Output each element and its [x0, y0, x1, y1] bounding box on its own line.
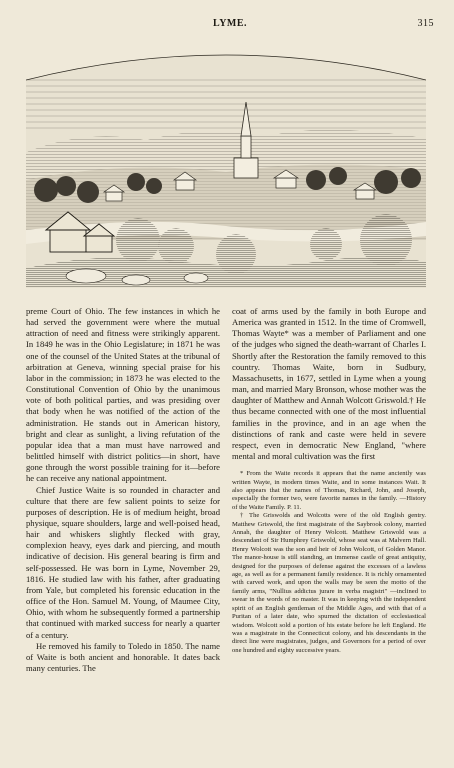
engraving-view-of-lyme [26, 40, 426, 288]
page-number: 315 [417, 18, 434, 29]
left-text-column [26, 306, 220, 674]
paragraph: preme Court of Ohio. The few instances in which he had served the government were where the mutual attraction of need and fitness were strikingly apparent. In 1849 he was in the Ohio Legislature; in 1871 he was one of the counsel of the United States at the tribunal of arbitration at Geneva, winning special praise for his labor in the commission; in 1873 he was elected to the Constitutional Convention of Ohio by the unanimous vote of both political parties, and was presiding over that body when he was notified of the action of the administration. He stands out in American history, bright and clear as sunlight, a living refutation of the popular idea that a man must have narrowed and belittled himself with district politics—in short, have gone through the worst possible training for it—before he can receive any national appointment. [26, 306, 220, 484]
running-title: LYME. [212, 18, 248, 29]
paragraph: He removed his family to Toledo in 1850. The name of Waite is both ancient and honorable. It dates back many centuries. The [26, 640, 220, 673]
right-text-column [232, 306, 426, 655]
paragraph: coat of arms used by the family in both Europe and America was granted in 1512. In the time of Cromwell, Thomas Wayte* was a member of Parliament and one of the judges who signed the death-warrant of Charles I. Shortly after the Restoration the family removed to this country. Thomas Waite, born in Sudbury, Massachusetts, in 1677, settled in Lyme when a young man, and married Mary Bronson, whose mother was the daughter of Matthew and Annah Wolcott Griswold.† He thus became connected with one of the most influential families in the province, and in an age when the distinctions of rank and caste were held in severe respect, even in democratic New England, "where mental and moral cultivation was the first [232, 306, 426, 462]
footnote: * From the Waite records it appears that the name anciently was written Wayte, in modern times Waite, and in some instances Wait. It also appears that the names of Thomas, Richard, John, and Joseph, especially the former two, were favorite names in the family. —History of the Waite Family. P. 11. [232, 470, 426, 511]
running-header [26, 18, 434, 32]
footnote: † The Griswolds and Wolcotts were of the old English gentry. Matthew Griswold, the first magistrate of the Saybrook colony, married Annah, the daughter of Henry Wolcott. Matthew Griswold was a descendant of Sir Humphrey Griswold, whose seat was at Malvern Hall. Henry Wolcott was the son and heir of John Wolcott, of Golden Manor. The manor-house is still standing, an immense castle of great antiquity, designed for the purposes of defense against the excesses of a lawless age, as well as for a permanent family residence. It is richly ornamented with carved work, and upon the walls may be seen the motto of the family arms, "Nullius addictus jurare in verba magistri" —inclined to swear in the words of no master. It was in keeping with the independent spirit of an English gentleman of the Middle Ages, and with that of a Puritan of a later date, who spurned the dictation of ecclesiastical wisdom. Wolcott sold a portion of his estate before he left England. He was a magistrate in the Connecticut colony, and his descendants in the direct line were magistrates, judges, and Governors for a period of over one hundred and eighty successive years. [232, 512, 426, 654]
paragraph: Chief Justice Waite is so rounded in character and culture that there are few salient points to seize for purposes of description. He is of medium height, broad physique, square shoulders, large and well-poised head, hair and whiskers slightly flecked with gray, complexion heavy, eyes dark and piercing, and mouth indicative of decision. His general bearing is firm and self-possessed. He was born in Lyme, November 29, 1816. He studied law with his father, after graduating from Yale, but completed his forensic education in the office of the Hon. Samuel M. Young, of Maumee City, Ohio, with whom he subsequently formed a partnership that continued with marked success for nearly a quarter of a century. [26, 484, 220, 640]
footnotes [232, 470, 426, 655]
village-landscape-illustration [26, 40, 426, 288]
